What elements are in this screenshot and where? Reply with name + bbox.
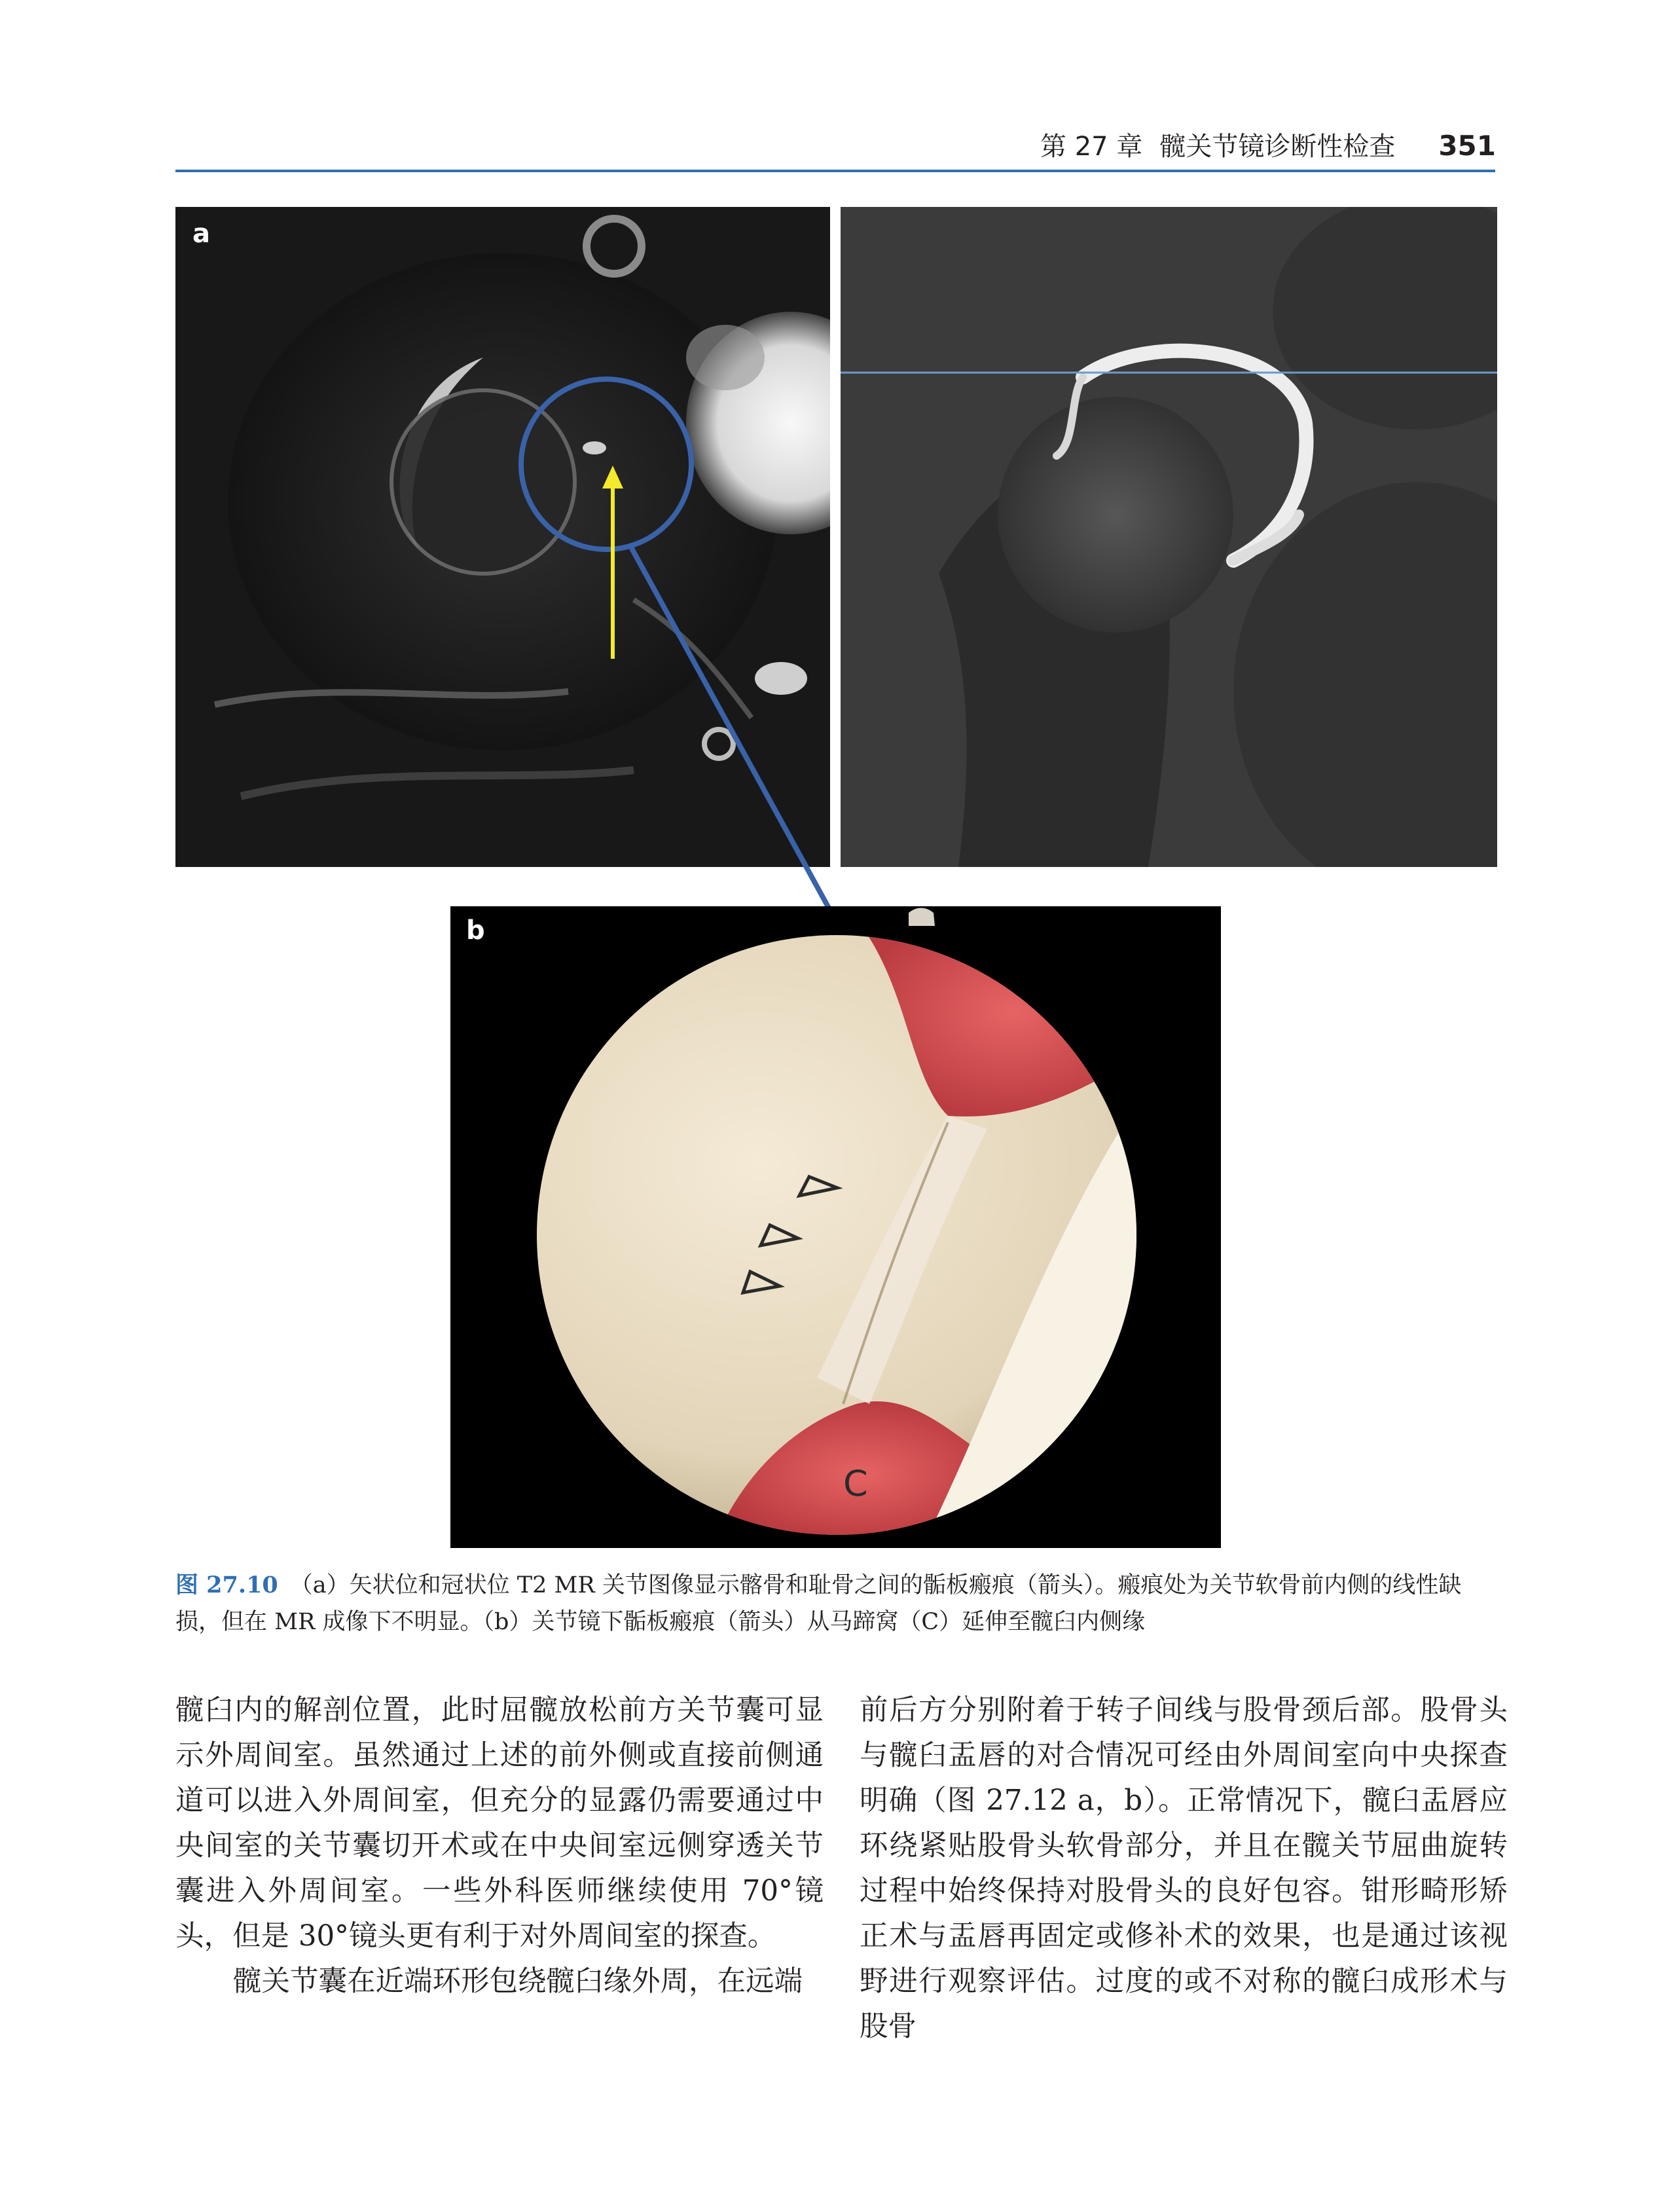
arthroscopy-drawing	[450, 906, 1221, 1548]
mri-sagittal-image	[175, 207, 830, 867]
running-header	[1040, 126, 1496, 163]
body-left-column	[175, 1688, 824, 2004]
figure-number: 图 27.10	[175, 1572, 278, 1598]
body-right-column	[860, 1688, 1508, 2050]
header-rule	[175, 170, 1495, 172]
body-paragraph: 髋关节囊在近端环形包绕髋臼缘外周，在远端	[233, 1965, 803, 1998]
region-c-label: C	[843, 1463, 868, 1504]
mri-coronal-image	[841, 207, 1497, 867]
arthroscopy-image	[450, 906, 1221, 1548]
figure-caption	[175, 1567, 1504, 1640]
body-paragraph: 前后方分别附着于转子间线与股骨颈后部。股骨头与髋臼盂唇的对合情况可经由外周间室向中央探查明确（图 27.12 a，b）。正常情况下，髋臼盂唇应环绕紧贴股骨头软骨部分，并且在髋关节屈曲旋转过程中始终保持对股骨头的良好包容。钳形畸形矫正术与盂唇再固定或修补术的效果，也是通过该视野进行观察评估。过度的或不对称的髋臼成形术与股骨	[860, 1694, 1508, 2043]
mri-sagittal-drawing	[175, 207, 830, 867]
header-chapter: 第 27 章	[1040, 132, 1143, 162]
mri-coronal-drawing	[841, 207, 1497, 867]
caption-text: （a）矢状位和冠状位 T2 MR 关节图像显示髂骨和耻骨之间的骺板瘢痕（箭头）。瘢痕处为关节软骨前内侧的线性缺损，但在 MR 成像下不明显。（b）关节镜下骺板瘢痕（箭头）从马蹄窝（C）延伸至髋臼内侧缘	[175, 1572, 1462, 1635]
panel-a-label: a	[192, 219, 210, 249]
body-paragraph: 髋臼内的解剖位置，此时屈髋放松前方关节囊可显示外周间室。虽然通过上述的前外侧或直接前侧通道可以进入外周间室，但充分的显露仍需要通过中央间室的关节囊切开术或在中央间室远侧穿透关节囊进入外周间室。一些外科医师继续使用 70°镜头，但是 30°镜头更有利于对外周间室的探查。	[175, 1694, 824, 1953]
header-title: 髋关节镜诊断性检查	[1159, 132, 1396, 162]
panel-b-label: b	[466, 915, 485, 946]
page-number: 351	[1438, 130, 1496, 162]
